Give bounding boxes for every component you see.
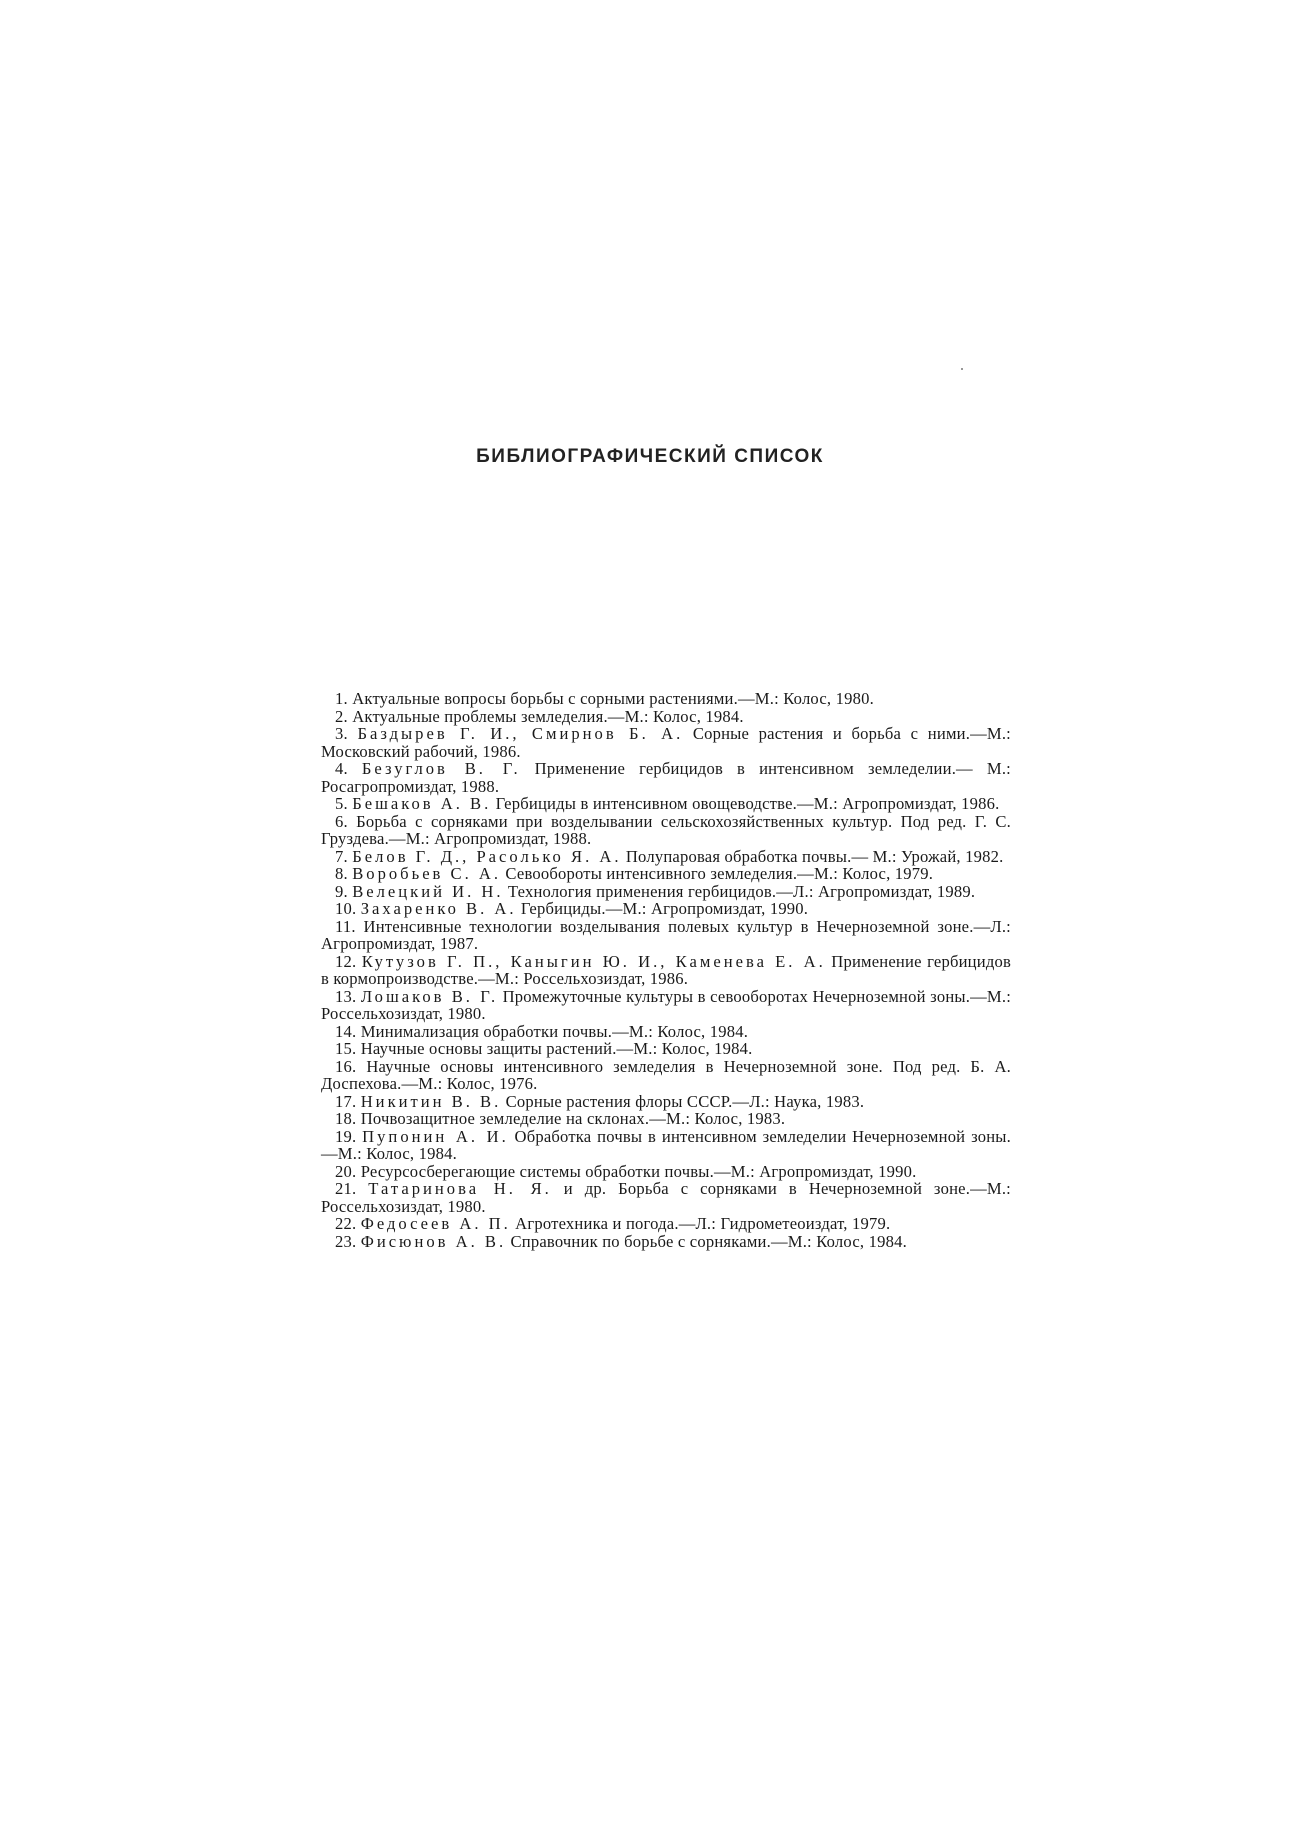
bibliography-entry: [321, 1180, 1011, 1215]
entry-author: Безуглов В. Г.: [361, 759, 521, 778]
entry-text: Ресурсосберегающие системы обработки почвы.—М.: Агропромиздат, 1990.: [360, 1161, 917, 1181]
entry-text: Научные основы интенсивного земледелия в Нечерноземной зоне. Под ред. Б. А. Доспехова.—М.: Колос, 1976.: [321, 1056, 1011, 1093]
entry-author: Белов Г. Д., Расолько Я. А.: [352, 846, 622, 866]
entry-text: Борьба с сорняками при возделывании сельскохозяйственных культур. Под ред. Г. С. Груздева.—М.: Агропромиздат, 1988.: [321, 811, 1011, 848]
entry-number: 16.: [335, 1056, 357, 1076]
entry-number: 8.: [335, 864, 348, 883]
entry-text: Агротехника и погода.—Л.: Гидрометеоиздат, 1979.: [515, 1214, 891, 1233]
bibliography-entry: [321, 1023, 1011, 1041]
bibliography-entry: [321, 813, 1011, 848]
entry-text: Промежуточные культуры в севооборотах Нечерноземной зоны.—М.: Россельхозиздат, 1980.: [321, 986, 1012, 1023]
bibliography-entry: [321, 725, 1011, 760]
entry-text: Гербициды в интенсивном овощеводстве.—М.: Агропромиздат, 1986.: [495, 794, 1000, 813]
entry-number: 10.: [335, 899, 357, 918]
entry-text: Почвозащитное земледелие на склонах.—М.: Колос, 1983.: [360, 1109, 786, 1128]
entry-author: Баздырев Г. И., Смирнов Б. А.: [357, 724, 684, 743]
entry-text: Севообороты интенсивного земледелия.—М.: Колос, 1979.: [505, 864, 934, 883]
entry-number: 3.: [335, 724, 348, 743]
entry-number: 4.: [335, 759, 348, 778]
bibliography-entry: [321, 760, 1011, 795]
entry-number: 7.: [335, 846, 348, 866]
entry-number: 22.: [335, 1214, 357, 1233]
bibliography-entry: [321, 953, 1011, 988]
entry-text: Сорные растения и борьба с ними.—М.: Московский рабочий, 1986.: [321, 724, 1011, 761]
entry-number: 23.: [335, 1231, 357, 1251]
entry-number: 2.: [335, 706, 348, 726]
entry-author: Кутузов Г. П., Каныгин Ю. И., Каменева Е. А.: [361, 951, 826, 971]
bibliography-entry: [321, 1110, 1011, 1128]
entry-author: Татаринова Н. Я.: [368, 1179, 552, 1198]
bibliography-entry: [321, 918, 1011, 953]
entry-text: Технология применения гербицидов.—Л.: Агропромиздат, 1989.: [507, 881, 976, 901]
entry-number: 11.: [335, 916, 356, 936]
bibliography-entry: [321, 1093, 1011, 1111]
entry-text: Справочник по борьбе с сорняками.—М.: Колос, 1984.: [510, 1231, 907, 1251]
entry-text: Актуальные вопросы борьбы с сорными растениями.—М.: Колос, 1980.: [352, 689, 874, 708]
bibliography-entry: [321, 1215, 1011, 1233]
bibliography-entry: [321, 1058, 1011, 1093]
entry-text: Интенсивные технологии возделывания полевых культур в Нечерноземной зоне.—Л.: Агропромиздат, 1987.: [321, 916, 1011, 953]
entry-number: 14.: [335, 1021, 357, 1041]
bibliography-entry: [321, 1128, 1011, 1163]
entry-author: Лошаков В. Г.: [360, 986, 499, 1006]
bibliography-entry: [321, 1233, 1011, 1251]
bibliography-entry: [321, 900, 1011, 918]
bibliography-list: [321, 690, 1011, 1250]
entry-number: 13.: [335, 986, 357, 1006]
entry-author: Воробьев С. А.: [352, 864, 502, 883]
entry-number: 6.: [335, 811, 348, 831]
entry-number: 1.: [335, 689, 348, 708]
entry-author: Пупонин А. И.: [362, 1126, 509, 1146]
entry-text: Минимализация обработки почвы.—М.: Колос, 1984.: [360, 1021, 749, 1041]
entry-author: Федосеев А. П.: [360, 1214, 511, 1233]
entry-number: 20.: [335, 1161, 357, 1181]
entry-author: Захаренко В. А.: [360, 899, 517, 918]
bibliography-entry: [321, 1163, 1011, 1181]
entry-number: 5.: [335, 794, 348, 813]
entry-number: 15.: [335, 1039, 357, 1058]
bibliography-entry: [321, 1040, 1011, 1058]
entry-text: Сорные растения флоры СССР.—Л.: Наука, 1983.: [505, 1091, 865, 1111]
entry-number: 18.: [335, 1109, 357, 1128]
entry-text: Гербициды.—М.: Агропромиздат, 1990.: [520, 899, 809, 918]
entry-author: Никитин В. В.: [360, 1091, 502, 1111]
entry-author: Фисюнов А. В.: [360, 1231, 507, 1251]
entry-text: Обработка почвы в интенсивном земледелии Нечерноземной зоны.—М.: Колос, 1984.: [321, 1126, 1011, 1163]
entry-author: Бешаков А. В.: [352, 794, 492, 813]
scan-speck: [961, 368, 963, 370]
bibliography-entry: [321, 848, 1011, 866]
page-title: БИБЛИОГРАФИЧЕСКИЙ СПИСОК: [476, 446, 824, 467]
entry-text: и др. Борьба с сорняками в Нечерноземной зоне.—М.: Россельхозиздат, 1980.: [321, 1179, 1011, 1216]
entry-text: Научные основы защиты растений.—М.: Колос, 1984.: [360, 1039, 753, 1058]
entry-number: 12.: [335, 951, 357, 971]
bibliography-entry: [321, 988, 1011, 1023]
entry-text: Полупаровая обработка почвы.— М.: Урожай, 1982.: [625, 846, 1004, 866]
entry-number: 19.: [335, 1126, 357, 1146]
entry-text: Применение гербицидов в интенсивном земледелии.— М.: Росагропромиздат, 1988.: [321, 759, 1011, 796]
bibliography-entry: [321, 708, 1011, 726]
bibliography-entry: [321, 883, 1011, 901]
bibliography-entry: [321, 865, 1011, 883]
entry-text: Применение гербицидов в кормопроизводстве.—М.: Россельхозиздат, 1986.: [321, 951, 1011, 988]
bibliography-entry: [321, 690, 1011, 708]
bibliography-entry: [321, 795, 1011, 813]
entry-number: 9.: [335, 881, 348, 901]
entry-number: 17.: [335, 1091, 357, 1111]
entry-number: 21.: [335, 1179, 357, 1198]
entry-author: Велецкий И. Н.: [352, 881, 504, 901]
entry-text: Актуальные проблемы земледелия.—М.: Колос, 1984.: [352, 706, 744, 726]
